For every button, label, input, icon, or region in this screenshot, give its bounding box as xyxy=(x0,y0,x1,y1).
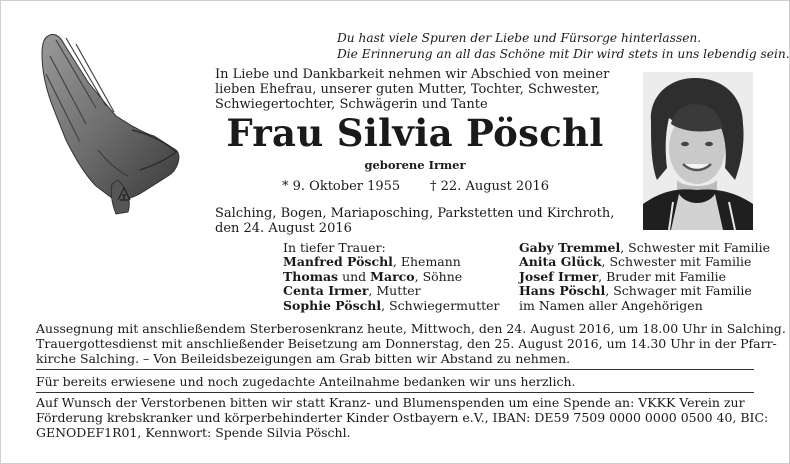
mourner-entry: Thomas und Marco, Söhne xyxy=(283,268,463,284)
mourner-entry: Josef Irmer, Bruder mit Familie xyxy=(519,268,727,284)
mourner-entry: Sophie Pöschl, Schwiegermutter xyxy=(283,297,500,313)
place-line: den 24. August 2016 xyxy=(215,221,352,236)
mourner-entry: Anita Glück, Schwester mit Familie xyxy=(519,254,752,270)
mourner-heading: In tiefer Trauer: xyxy=(283,240,386,255)
place-line: Salching, Bogen, Mariaposching, Parkstetten und Kirchroth, xyxy=(215,206,615,221)
donation-line: Auf Wunsch der Verstorbenen bitten wir statt Kranz- und Blumenspenden um eine Spende an: VKKK Verein zur xyxy=(36,395,745,410)
monogram-icon xyxy=(116,186,132,202)
mourner-entry: Manfred Pöschl, Ehemann xyxy=(283,254,461,270)
intro-line: lieben Ehefrau, unserer guten Mutter, Tochter, Schwester, xyxy=(215,82,600,97)
death-date: † 22. August 2016 xyxy=(430,179,550,194)
intro-line: Schwiegertochter, Schwägerin und Tante xyxy=(215,97,488,112)
divider xyxy=(36,369,754,370)
funeral-line: Aussegnung mit anschließendem Sterberosenkranz heute, Mittwoch, den 24. August 2016, um 18.00 Uhr in Salching. xyxy=(36,321,786,336)
mourner-entry: Centa Irmer, Mutter xyxy=(283,283,421,299)
mourner-entry: Gaby Tremmel, Schwester mit Familie xyxy=(519,240,771,255)
intro-text xyxy=(215,67,615,112)
donation-line: Förderung krebskranker und körperbehinderter Kinder Ostbayern e.V., IBAN: DE59 7509 0000 0000 0500 40, BIC: xyxy=(36,410,769,425)
intro-line: In Liebe und Dankbarkeit nehmen wir Abschied von meiner xyxy=(215,67,610,82)
funeral-line: Trauergottesdienst mit anschließender Beisetzung am Donnerstag, den 25. August 2016, um 14.30 Uhr in der Pfarr- xyxy=(36,336,777,351)
quote-line: Die Erinnerung an all das Schöne mit Dir wird stets in uns lebendig sein. xyxy=(337,47,790,61)
mourner-entry: Hans Pöschl, Schwager mit Familie xyxy=(519,283,752,299)
birth-date: * 9. Oktober 1955 xyxy=(282,179,401,194)
funeral-info xyxy=(36,321,786,366)
thanks-line: Für bereits erwiesene und noch zugedachte Anteilnahme bedanken wir uns herzlich. xyxy=(36,374,576,389)
mourner-entry: im Namen aller Angehörigen xyxy=(519,297,703,313)
maiden-name: geborene Irmer xyxy=(364,158,466,172)
funeral-line: kirche Salching. – Von Beileidsbezeigungen am Grab bitten wir Abstand zu nehmen. xyxy=(36,351,571,366)
divider xyxy=(36,392,754,393)
deceased-name: Frau Silvia Pöschl xyxy=(226,111,604,155)
donation-info xyxy=(36,395,769,440)
mourners-left xyxy=(283,241,500,313)
mourners-right xyxy=(519,241,770,313)
quote-line: Du hast viele Spuren der Liebe und Fürsorge hinterlassen. xyxy=(337,31,702,45)
thanks-text xyxy=(36,374,754,389)
donation-line: GENODEF1R01, Kennwort: Spende Silvia Pöschl. xyxy=(36,425,351,440)
place-and-date xyxy=(215,206,615,236)
portrait-photo xyxy=(643,72,753,230)
praying-hands-icon xyxy=(36,30,186,216)
memorial-quote xyxy=(337,30,790,62)
